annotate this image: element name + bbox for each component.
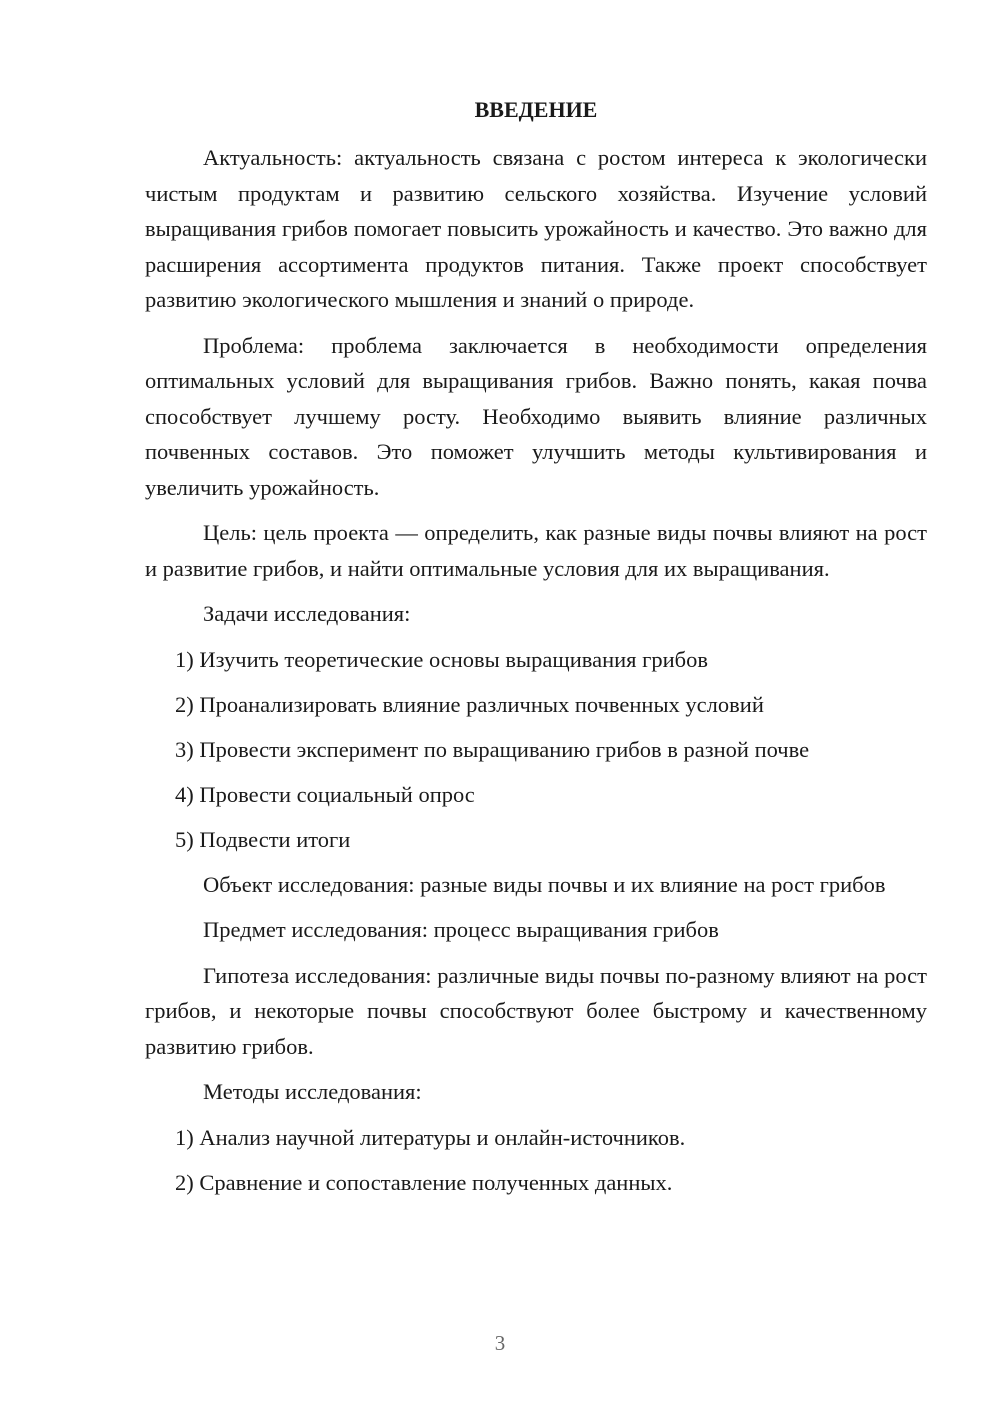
paragraph-subject: Предмет исследования: процесс выращивания грибов <box>203 917 719 942</box>
paragraph-problem: Проблема: проблема заключается в необходимости определения оптимальных условий для выращивания грибов. Важно понять, какая почва способствует лучшему росту. Необходимо выявить влияние различных почвенных составов. Это поможет улучшить методы культивирования и увеличить урожайность. <box>145 332 927 500</box>
tasks-title: Задачи исследования: <box>203 601 411 626</box>
task-item-2: 2) Проанализировать влияние различных почвенных условий <box>175 691 764 717</box>
paragraph-goal: Цель: цель проекта — определить, как разные виды почвы влияют на рост и развитие грибов, и найти оптимальные условия для их выращивания. <box>145 520 927 581</box>
task-item-5: 5) Подвести итоги <box>175 826 351 852</box>
task-item-3: 3) Провести эксперимент по выращиванию грибов в разной почве <box>175 736 810 762</box>
task-item-4: 4) Провести социальный опрос <box>175 781 475 807</box>
method-item-1: 1) Анализ научной литературы и онлайн-источников. <box>175 1124 686 1150</box>
page-number: 3 <box>494 1331 506 1355</box>
paragraph-object: Объект исследования: разные виды почвы и их влияние на рост грибов <box>203 871 886 897</box>
paragraph-relevance: Актуальность: актуальность связана с ростом интереса к экологически чистым продуктам и развитию сельского хозяйства. Изучение условий выращивания грибов помогает повысить урожайность и качество. Это важно для расширения ассортимента продуктов питания. Также проект способствует развитию экологического мышления и знаний о природе. <box>145 145 927 312</box>
document-page <box>145 92 927 1210</box>
methods-title: Методы исследования: <box>203 1079 422 1104</box>
method-item-2: 2) Сравнение и сопоставление полученных данных. <box>175 1169 673 1195</box>
task-item-1: 1) Изучить теоретические основы выращивания грибов <box>175 646 708 672</box>
page-title: ВВЕДЕНИЕ <box>474 97 598 122</box>
paragraph-hypothesis: Гипотеза исследования: различные виды почвы по-разному влияют на рост грибов, и некоторые почвы способствуют более быстрому и качественному развитию грибов. <box>145 962 927 1059</box>
